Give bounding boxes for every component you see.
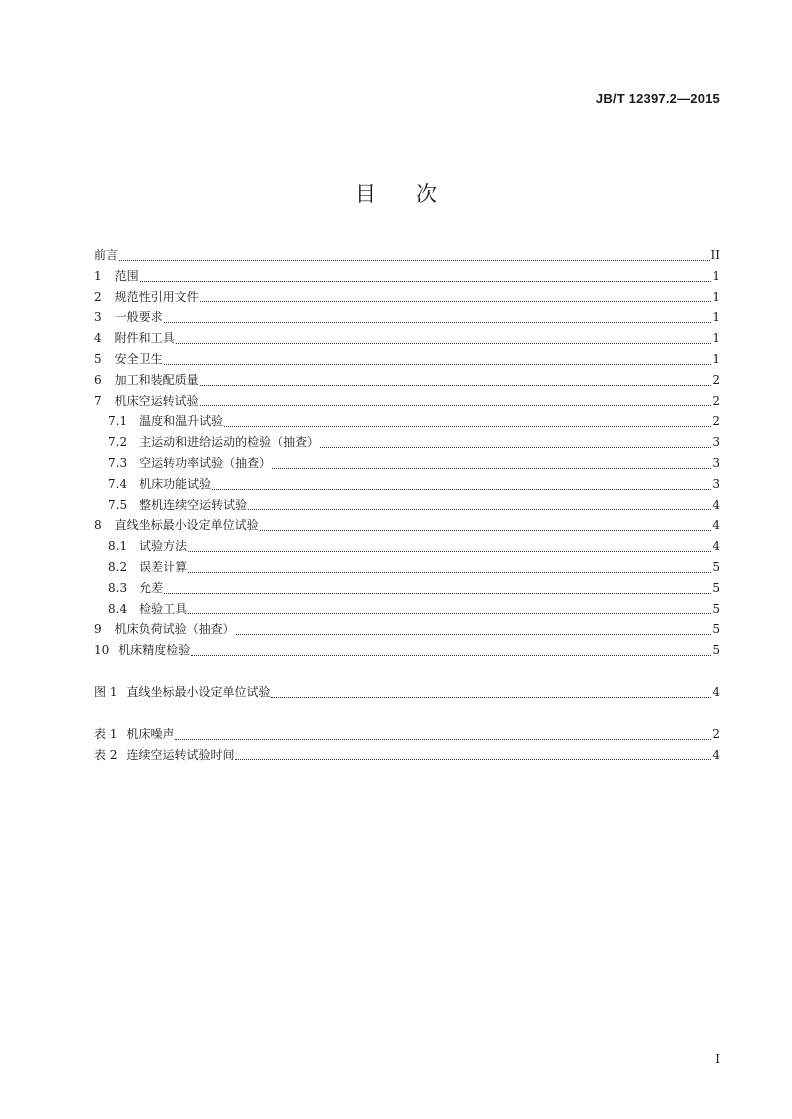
toc-entry[interactable] [94,287,720,308]
toc-entry-page: 5 [712,643,720,658]
toc-entry-number: 表 1 [94,726,118,741]
toc-entry[interactable] [94,307,720,328]
toc-entry-number: 7.4 [108,476,128,491]
toc-entry[interactable] [94,266,720,287]
toc-leader-dots [200,405,712,406]
toc-leader-dots [236,634,712,635]
toc-entry[interactable] [94,640,720,661]
toc-entry[interactable] [94,724,720,745]
toc-entry-page: 4 [712,684,720,699]
toc-entry[interactable] [94,349,720,370]
toc-entry-page: II [710,248,720,262]
toc-entry-number: 8.3 [108,580,128,595]
toc-leader-dots [164,364,712,365]
toc-entry-number: 7 [94,393,102,408]
toc-entry-page: 4 [712,497,720,512]
toc-entry-number: 7.2 [108,435,128,450]
toc-leader-dots [119,260,710,261]
toc-entry-number: 6 [94,372,102,387]
toc-entry[interactable] [94,411,720,432]
toc-tables [94,724,720,766]
toc-entry-page: 4 [712,747,720,762]
toc-entry-number: 8.1 [108,539,128,554]
toc-entry-label: 检验工具 [139,601,188,616]
toc-entry-page: 2 [712,372,720,387]
toc-entry-page: 1 [712,331,720,346]
toc-entry[interactable] [94,536,720,557]
toc-title [0,178,792,208]
toc-entry[interactable] [94,495,720,516]
toc-leader-dots [200,385,712,386]
toc-entry-page: 4 [712,518,720,533]
table-of-contents [94,245,720,765]
toc-entry-label: 误差计算 [139,559,188,574]
toc-entry-page: 3 [712,476,720,491]
toc-entry-page: 4 [712,539,720,554]
toc-entry[interactable] [94,599,720,620]
toc-leader-dots [164,593,711,594]
toc-leader-dots [140,281,712,282]
toc-entry-number: 图 1 [94,684,118,699]
toc-entry-label: 加工和装配质量 [114,372,199,387]
toc-entry-page: 1 [712,268,720,283]
toc-entry[interactable] [94,245,720,266]
toc-entry-page: 5 [712,622,720,637]
toc-leader-dots [191,655,711,656]
toc-entry-label: 一般要求 [114,310,163,325]
toc-entry-label: 规范性引用文件 [114,289,199,304]
toc-leader-dots [212,489,711,490]
toc-entry-number: 5 [94,351,102,366]
toc-entry-page: 3 [712,435,720,450]
toc-entry[interactable] [94,432,720,453]
toc-entry-page: 5 [712,580,720,595]
toc-entry-label: 范围 [114,268,139,283]
page-number: I [715,1052,720,1066]
toc-title-char-2: 次 [416,182,437,206]
toc-entry-page: 2 [712,414,720,429]
toc-entry[interactable] [94,682,720,703]
toc-entry-number: 7.5 [108,497,128,512]
toc-entry-page: 2 [712,393,720,408]
toc-entry[interactable] [94,745,720,766]
toc-leader-dots [200,301,712,302]
toc-entry-page: 3 [712,455,720,470]
toc-title-char-1: 目 [355,182,376,206]
toc-entry[interactable] [94,453,720,474]
toc-leader-dots [224,426,711,427]
toc-entry[interactable] [94,619,720,640]
toc-leader-dots [188,613,711,614]
toc-entry-label: 机床空运转试验 [114,393,199,408]
toc-entry-label: 主运动和进给运动的检验（抽查） [139,435,320,450]
toc-entry-number: 2 [94,289,102,304]
toc-entry-label: 机床噪声 [126,726,175,741]
toc-entry-label: 整机连续空运转试验 [139,497,248,512]
toc-entry[interactable] [94,370,720,391]
toc-leader-dots [235,759,711,760]
toc-entry-number: 1 [94,268,102,283]
toc-entry-page: 1 [712,289,720,304]
toc-entry-number: 3 [94,310,102,325]
toc-entry[interactable] [94,557,720,578]
toc-entry-number: 10 [94,643,110,658]
toc-entry-page: 1 [712,351,720,366]
toc-entry-label: 机床精度检验 [118,643,191,658]
toc-leader-dots [164,322,712,323]
toc-leader-dots [320,447,711,448]
toc-entry-number: 7.1 [108,414,128,429]
toc-entry-number: 8.4 [108,601,128,616]
toc-leader-dots [188,572,711,573]
toc-figures [94,682,720,703]
toc-entry[interactable] [94,328,720,349]
toc-entry-number: 4 [94,331,102,346]
toc-leader-dots [272,468,711,469]
toc-entry-page: 5 [712,559,720,574]
toc-entry-page: 5 [712,601,720,616]
toc-entry-label: 允差 [139,580,164,595]
toc-entry[interactable] [94,515,720,536]
toc-entry-label: 机床功能试验 [139,476,212,491]
toc-leader-dots [188,551,711,552]
toc-entry-number: 9 [94,622,102,637]
toc-entry-label: 试验方法 [139,539,188,554]
toc-leader-dots [176,343,712,344]
toc-entry-page: 2 [712,726,720,741]
toc-entry-label: 附件和工具 [114,331,175,346]
toc-entry-label: 前言 [94,248,119,262]
toc-entry-label: 直线坐标最小设定单位试验 [126,684,271,699]
toc-sections [94,245,720,661]
standard-code: JB/T 12397.2—2015 [595,91,720,106]
toc-entry-number: 8 [94,518,102,533]
toc-entry[interactable] [94,578,720,599]
toc-entry-label: 连续空运转试验时间 [126,747,235,762]
toc-entry[interactable] [94,391,720,412]
toc-leader-dots [175,739,711,740]
toc-entry-label: 温度和温升试验 [139,414,224,429]
toc-entry-number: 表 2 [94,747,118,762]
toc-leader-dots [271,697,711,698]
toc-entry-page: 1 [712,310,720,325]
toc-entry-number: 7.3 [108,455,128,470]
toc-leader-dots [248,509,711,510]
toc-entry-label: 空运转功率试验（抽查） [139,455,272,470]
toc-entry-label: 机床负荷试验（抽查） [114,622,235,637]
toc-entry[interactable] [94,474,720,495]
toc-leader-dots [260,530,712,531]
toc-entry-label: 直线坐标最小设定单位试验 [114,518,259,533]
toc-entry-label: 安全卫生 [114,351,163,366]
toc-entry-number: 8.2 [108,559,128,574]
